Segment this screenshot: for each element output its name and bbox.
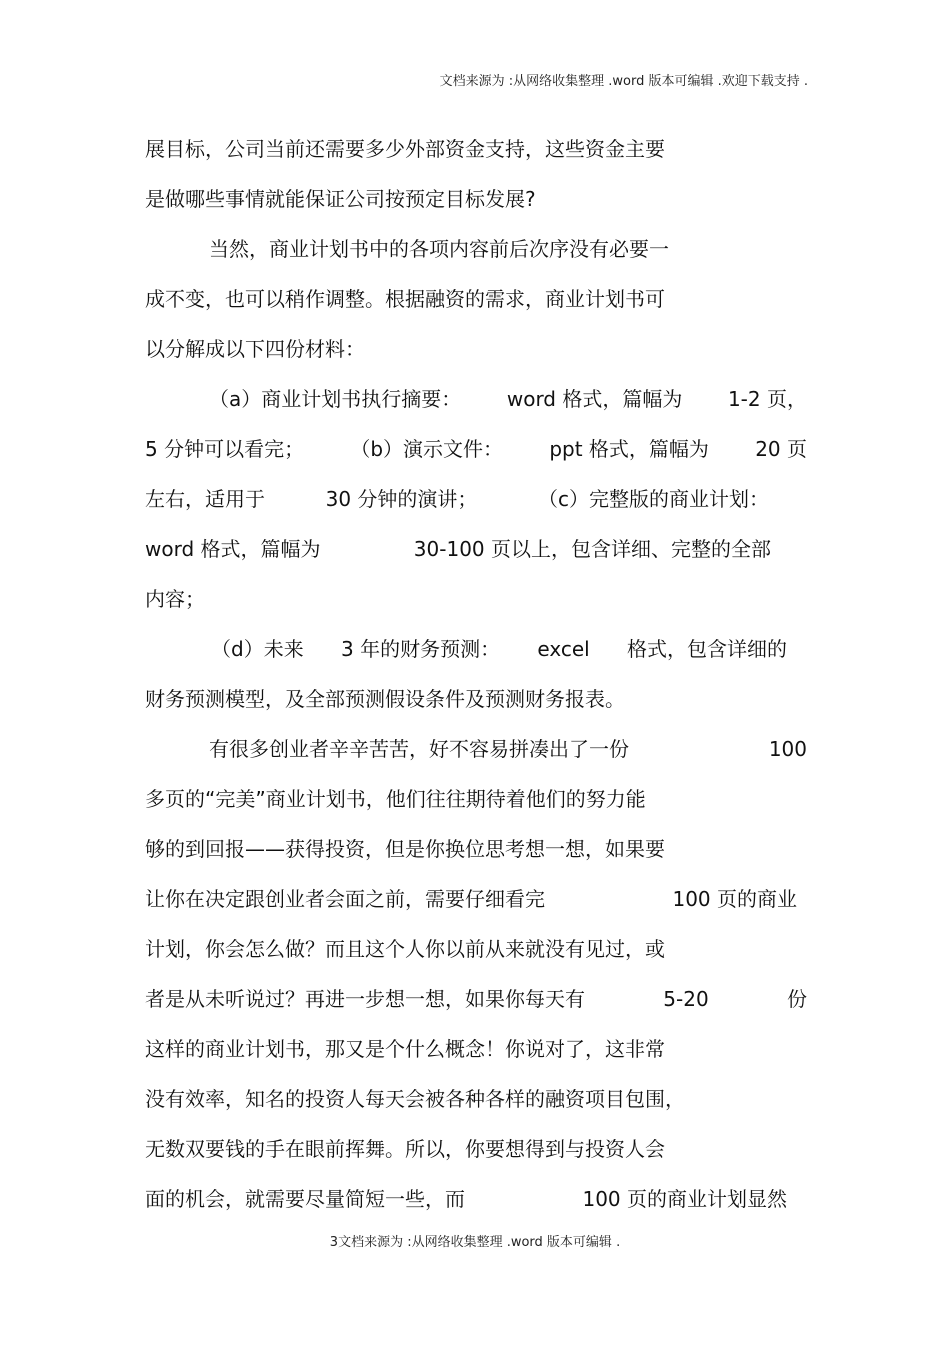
text-segment: （d）未来: [211, 637, 304, 661]
text-segment: 20 页: [755, 437, 807, 461]
text-segment: 1-2 页，: [727, 387, 807, 411]
paragraph-3-line-1: [145, 374, 807, 424]
paragraph-5-line-10: [145, 1174, 787, 1224]
text-segment: 3 年的财务预测：: [341, 637, 501, 661]
text-segment: 5-20: [663, 987, 709, 1011]
text-segment: 份: [786, 987, 807, 1011]
paragraph-5-line-3: 够的到回报——获得投资，但是你换位思考想一想，如果要: [145, 837, 665, 861]
text-segment: 30 分钟的演讲；: [325, 487, 478, 511]
paragraph-2-line-1: 当然，商业计划书中的各项内容前后次序没有必要一: [209, 237, 669, 261]
text-segment: word 格式，篇幅为: [506, 387, 683, 411]
text-segment: 100: [768, 737, 807, 761]
paragraph-3-line-5: 内容；: [145, 587, 205, 611]
text-segment: （c）完整版的商业计划：: [538, 487, 769, 511]
paragraph-5-line-8: 没有效率，知名的投资人每天会被各种各样的融资项目包围，: [145, 1087, 685, 1111]
paragraph-5-line-9: 无数双要钱的手在眼前挥舞。所以，你要想得到与投资人会: [145, 1137, 665, 1161]
text-segment: 有很多创业者辛辛苦苦，好不容易拼凑出了一份: [209, 737, 629, 761]
text-segment: 者是从未听说过？再进一步想一想，如果你每天有: [145, 987, 585, 1011]
text-segment: 格式，包含详细的: [626, 637, 787, 661]
text-segment: 让你在决定跟创业者会面之前，需要仔细看完: [145, 887, 545, 911]
text-segment: 100 页的商业: [672, 887, 797, 911]
paragraph-1-line-2: 是做哪些事情就能保证公司按预定目标发展?: [145, 187, 536, 211]
text-segment: 面的机会，就需要尽量简短一些，而: [145, 1187, 465, 1211]
paragraph-1-line-1: 展目标，公司当前还需要多少外部资金支持，这些资金主要: [145, 137, 665, 161]
text-segment: （b）演示文件：: [350, 437, 504, 461]
paragraph-4-line-1: [145, 624, 787, 674]
text-segment: ppt 格式，篇幅为: [549, 437, 709, 461]
text-segment: 左右，适用于: [145, 487, 265, 511]
page-header: 文档来源为 :从网络收集整理 .word 版本可编辑 .欢迎下载支持 .: [439, 74, 808, 89]
paragraph-2-line-2: 成不变，也可以稍作调整。根据融资的需求，商业计划书可: [145, 287, 665, 311]
text-segment: 5 分钟可以看完；: [145, 437, 305, 461]
paragraph-4-line-2: 财务预测模型，及全部预测假设条件及预测财务报表。: [145, 687, 625, 711]
text-segment: 100 页的商业计划显然: [582, 1187, 787, 1211]
paragraph-3-line-4: [145, 524, 771, 574]
document-body: [145, 124, 815, 1224]
paragraph-3-line-3: [145, 474, 769, 524]
paragraph-5-line-1: [145, 724, 807, 774]
paragraph-5-line-7: 这样的商业计划书，那又是个什么概念！你说对了，这非常: [145, 1037, 665, 1061]
paragraph-5-line-6: [145, 974, 807, 1024]
paragraph-5-line-2: 多页的“完美”商业计划书，他们往往期待着他们的努力能: [145, 787, 646, 811]
text-segment: excel: [537, 637, 590, 661]
paragraph-3-line-2: [145, 424, 807, 474]
text-segment: （a）商业计划书执行摘要：: [209, 387, 462, 411]
paragraph-5-line-4: [145, 874, 797, 924]
text-segment: 30-100 页以上，包含详细、完整的全部: [413, 537, 771, 561]
text-segment: word 格式，篇幅为: [145, 537, 321, 561]
paragraph-2-line-3: 以分解成以下四份材料：: [145, 337, 365, 361]
page-footer: 3文档来源为 :从网络收集整理 .word 版本可编辑 .: [329, 1235, 621, 1250]
paragraph-5-line-5: 计划，你会怎么做？而且这个人你以前从来就没有见过，或: [145, 937, 665, 961]
